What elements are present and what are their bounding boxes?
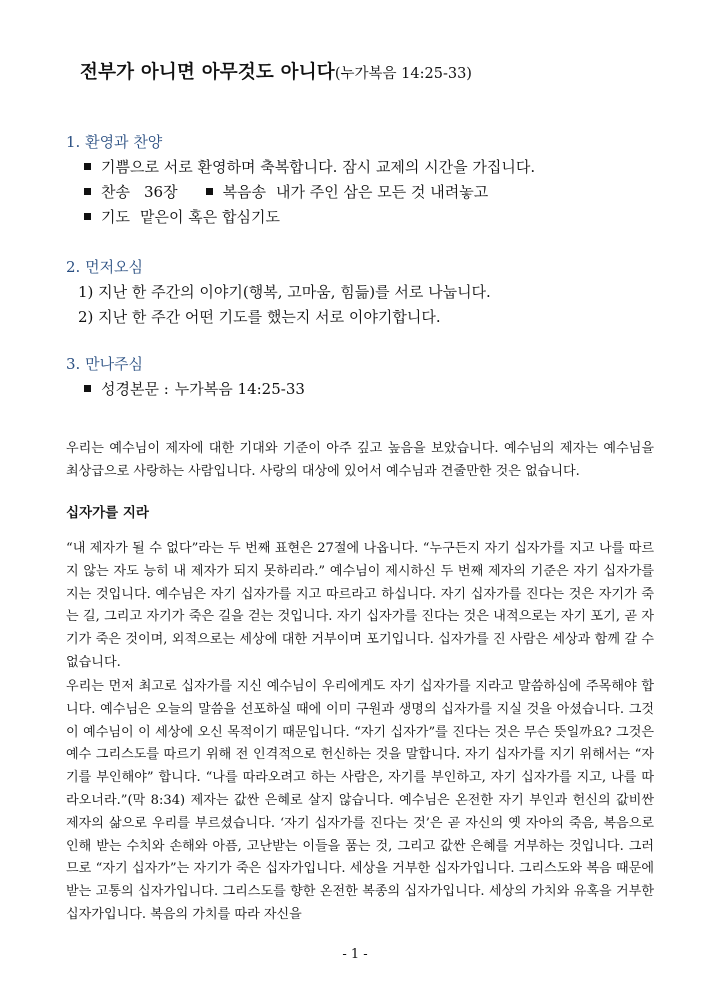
square-bullet-icon — [206, 188, 213, 195]
gospel-song-title: 내가 주인 삼은 모든 것 내려놓고 — [276, 183, 489, 201]
body-subheading: 십자가를 지라 — [66, 505, 149, 521]
section-3-heading: 3. 만나주심 — [66, 355, 144, 373]
section-3-bullet-scripture — [84, 378, 305, 399]
square-bullet-icon — [84, 385, 91, 392]
square-bullet-icon — [84, 163, 91, 170]
scripture-text: 누가복음 14:25-33 — [174, 380, 305, 398]
section-2-item-1: 1) 지난 한 주간의 이야기(행복, 고마움, 힘듦)를 서로 나눕니다. — [78, 283, 491, 301]
body-paragraph-2: “내 제자가 될 수 없다”라는 두 번째 표현은 27절에 나옵니다. “누구든지 자기 십자가를 지고 나를 따르지 않는 자도 능히 내 제자가 되지 못하리라.” 예수님이 제시하신 두 번째 제자의 기준은 자기 십자가를 지는 것입니다. 예수님은 자기 십자가를 지고 따르라고 하십니다. 자기 십자가를 진다는 것은 자기가 죽는 길, 그리고 자기가 죽은 길을 걷는 것입니다. 자기 십자가를 진다는 것은 내적으로는 자기 포기, 곧 자기가 죽은 것이며, 외적으로는 세상에 대한 거부이며 포기입니다. 십자가를 진 사람은 세상과 함께 갈 수 없습니다. — [66, 541, 654, 670]
section-2-heading: 2. 먼저오심 — [66, 258, 144, 276]
section-2-item-2: 2) 지난 한 주간 어떤 기도를 했는지 서로 이야기합니다. — [78, 308, 441, 326]
gospel-song-label: 복음송 — [222, 183, 267, 201]
body-paragraph-1: 우리는 예수님이 제자에 대한 기대와 기준이 아주 깊고 높음을 보았습니다. 예수님의 제자는 예수님을 최상급으로 사랑하는 사람입니다. 사랑의 대상에 있어서 예수님과 견줄만한 것은 없습니다. — [66, 441, 654, 479]
hymn-label: 찬송 — [101, 183, 130, 201]
section-1-bullet-welcome — [84, 156, 535, 177]
section-1-bullet-prayer — [84, 206, 280, 227]
prayer-label: 기도 — [101, 208, 130, 226]
scripture-label: 성경본문 : — [101, 380, 169, 398]
square-bullet-icon — [84, 188, 91, 195]
section-1-bullet-songs — [84, 181, 488, 202]
prayer-text: 맡은이 혹은 합심기도 — [139, 208, 280, 226]
title-main: 전부가 아니면 아무것도 아니다 — [80, 62, 335, 83]
body-paragraph-3: 우리는 먼저 최고로 십자가를 지신 예수님이 우리에게도 자기 십자가를 지라고 말씀하심에 주목해야 합니다. 예수님은 오늘의 말씀을 선포하실 때에 이미 구원과 생명의 십자가를 지실 것을 아셨습니다. 그것이 예수님이 이 세상에 오신 목적이기 때문입니다. “자기 십자가”를 진다는 것은 무슨 뜻일까요? 그것은 예수 그리스도를 따르기 위해 전 인격적으로 헌신하는 것을 말합니다. 자기 십자가를 지기 위해서는 “자기를 부인해야” 합니다. “나를 따라오려고 하는 사람은, 자기를 부인하고, 자기 십자가를 지고, 나를 따라오너라.”(막 8:34) 제자는 값싼 은혜로 살지 않습니다. 예수님은 온전한 자기 부인과 헌신의 값비싼 제자의 삶으로 우리를 부르셨습니다. ‘자기 십자가를 진다는 것’은 곧 자신의 옛 자아의 죽음, 복음으로 인해 받는 수치와 손해와 아픔, 고난받는 이들을 품는 것, 그리고 값싼 은혜를 거부하는 것입니다. 그러므로 “자기 십자가”는 자기가 죽은 십자가입니다. 세상을 거부한 십자가입니다. 그리스도와 복음 때문에 받는 고통의 십자가입니다. 그리스도를 향한 온전한 복종의 십자가입니다. 세상의 가치와 유혹을 거부한 십자가입니다. 복음의 가치를 따라 자신을 — [66, 679, 654, 922]
page-number: - 1 - — [342, 947, 368, 962]
section-1-heading: 1. 환영과 찬양 — [66, 133, 163, 151]
page-title — [80, 58, 472, 84]
bullet-text: 기쁨으로 서로 환영하며 축복합니다. 잠시 교제의 시간을 가집니다. — [101, 158, 536, 176]
title-scripture-reference: (누가복음 14:25-33) — [334, 66, 472, 82]
hymn-number: 36장 — [143, 183, 178, 201]
square-bullet-icon — [84, 213, 91, 220]
